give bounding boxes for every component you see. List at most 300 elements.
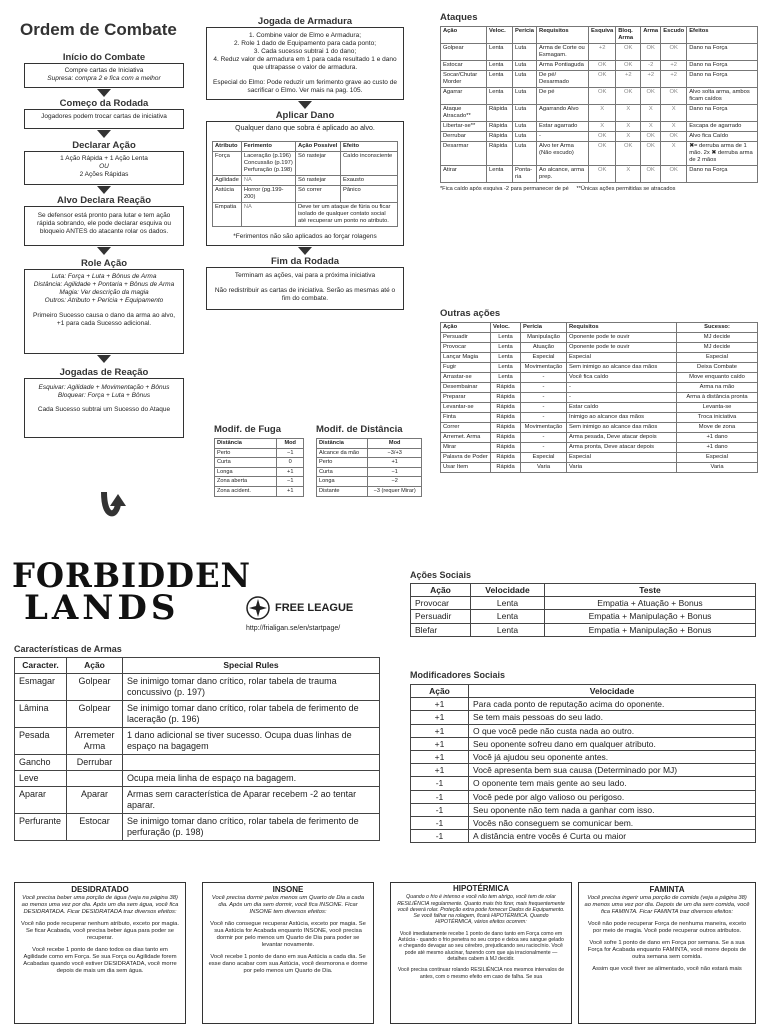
table-cell: Derrubar [67,755,123,771]
table-row [441,166,758,183]
table-header: Esquiva [589,27,616,44]
table-header: Teste [545,584,756,597]
round-end-title: Fim da Rodada [270,256,340,267]
social-modifiers-table [410,684,756,843]
table-cell: -2 [641,61,661,71]
other-actions-table [440,322,758,473]
table-header: Atributo [213,142,242,152]
table-header: Caracter. [15,658,67,674]
table-cell: Aparar [15,787,67,814]
table-cell: OK [661,44,687,61]
table-cell: Derrubar [441,132,487,142]
table-header: Ação Possível [296,142,341,152]
table-cell: Perfurante [15,814,67,841]
table-row [317,467,422,477]
table-cell: Desembainar [441,383,491,393]
other-actions-title: Outras ações [440,308,501,319]
table-cell: Ao alcance, arma prep. [537,166,589,183]
table-row [213,176,398,186]
table-cell: Lenta [487,44,513,61]
table-cell: OK [616,88,641,105]
table-cell: Golpear [67,701,123,728]
round-end-box [206,267,404,310]
table-header: Arma [641,27,661,44]
table-row [317,477,422,487]
table-cell: Pânico [340,186,397,203]
logo-line: FORBIDDEN [12,556,252,596]
table-cell: Lenta [487,88,513,105]
table-cell: Rápida [487,142,513,166]
table-cell: Armas sem característica de Aparar recebem -2 ao tentar aparar. [123,787,380,814]
step-line: 1 Ação Rápida + 1 Ação Lenta [60,155,148,162]
table-cell: Lenta [487,166,513,183]
table-cell: Especial [567,353,677,363]
table-header: Veloc. [491,323,521,333]
table-row [15,814,380,841]
table-cell: X [641,105,661,122]
arrow-down-icon [298,247,312,255]
table-cell: Mirar [441,443,491,453]
table-cell: Especial [567,453,677,463]
social-actions-table [410,583,756,637]
table-cell: Estar caído [567,403,677,413]
condition-text: Quando o frio é intenso e você não tem abrigo, você tem de rolar RESILIÊNCIA regularmente. Quanto mais frio fizer, mais frequentemente você deverá rolar. Proteção extra pode fornecer Dados de Equipamento. Se você falhar na rolagem, ficará HIPOTÉRMICA. Quando HIPOTÉRMICA, vários efeitos ocorrem: [397,894,565,926]
table-cell: Levanta-se [677,403,758,413]
condition-title: DESIDRATADO [71,885,129,894]
condition-card-hypothermic [390,882,572,1024]
armor-line: Especial do Elmo: Pode reduzir um ferimento grave ao custo de sacrificar o Elmo. Ver mais na pag. 105. [213,79,397,94]
table-cell: Ataque Atracado** [441,105,487,122]
flee-section [214,424,304,497]
table-row [15,701,380,728]
table-cell: Desarmar [441,142,487,166]
table-cell: OK [641,166,661,183]
table-cell: Rápida [491,443,521,453]
damage-intro: Qualquer dano que sobra é aplicado ao alvo. [235,125,375,132]
table-cell: Vocês não conseguem se comunicar bem. [469,817,756,830]
step-line: Magia: Ver descrição da magia [59,289,149,296]
table-cell: OK [661,166,687,183]
table-cell: Gancho [15,755,67,771]
table-cell: Luta [513,88,537,105]
combat-title: Ordem de Combate [20,20,177,39]
table-row [213,203,398,227]
table-header: Special Rules [123,658,380,674]
table-cell: Levantar-se [441,403,491,413]
table-cell: Alvo fica Caído [687,132,758,142]
table-cell: Longa [317,477,368,487]
damage-table [212,141,398,227]
arrow-down-icon [298,101,312,109]
table-cell: X [589,122,616,132]
table-cell: OK [589,142,616,166]
table-row [15,787,380,814]
range-table [316,438,422,497]
table-cell: MJ decide [677,343,758,353]
table-header: Bloq. Arma [616,27,641,44]
table-header: Ação [411,685,469,698]
table-cell: Especial [677,453,758,463]
table-cell: Longa [215,467,277,477]
table-cell: Rápida [491,423,521,433]
table-cell: Sem inimigo ao alcance das mãos [567,363,677,373]
table-cell: Horror (pg.199-200) [241,186,295,203]
table-row [411,751,756,764]
condition-text: Você imediatamente recebe 1 ponto de dano tanto em Força como em Astúcia - quando o frio penetra no seu corpo e deixa seu sangue gelado e chegando devagar ao seu cérebro, prejudicando seu raciocínio. Você pode até mesmo alucinar, fazendo com que aja irracionalmente — detalhes cabem à MJ decidir. [398,930,564,962]
table-cell: O oponente tem mais gente ao seu lado. [469,777,756,790]
table-cell: Lenta [491,343,521,353]
attacks-section [440,12,758,192]
table-header: Perícia [521,323,567,333]
table-cell: Especial [677,353,758,363]
table-cell: OK [641,132,661,142]
table-cell: OK [589,166,616,183]
table-cell: 1 dano adicional se tiver sucesso. Ocupa duas linhas de espaço na bagagem [123,728,380,755]
table-cell: Rápida [491,403,521,413]
step-title: Jogadas de Reação [59,367,149,378]
table-row [411,817,756,830]
table-cell: Rápida [487,122,513,132]
table-cell: -1 [411,817,469,830]
table-cell: - [567,383,677,393]
table-row [213,186,398,203]
armor-title: Jogada de Armadura [257,16,353,27]
arrow-down-icon [97,355,111,363]
table-cell: Provocar [441,343,491,353]
table-cell: Seu oponente sofreu dano em qualquer atributo. [469,737,756,750]
table-row [441,343,758,353]
table-header: Mod [368,439,422,449]
table-cell: X [661,122,687,132]
step-box [24,206,184,246]
table-cell: Dano na Força [687,105,758,122]
step-line: Distância: Agilidade + Pontaria + Bônus de Arma [33,281,175,288]
attacks-note: *Fica caído após esquiva -2 para permanecer de pé [440,186,569,192]
armor-line: 4. Reduz valor de armadura em 1 para cada resultado 1 e dano que ultrapasse o valor de armadura. [213,56,397,71]
table-cell: Blefar [411,623,471,636]
table-header: Perícia [513,27,537,44]
table-cell: Você já ajudou seu oponente antes. [469,751,756,764]
social-modifiers-section [410,670,756,843]
table-cell: Luta [513,122,537,132]
step-line: Cada Sucesso subtrai um Sucesso do Ataque [37,406,171,413]
step-box [24,63,184,88]
table-cell: Estar agarrado [537,122,589,132]
table-cell: Zona acident. [215,486,277,496]
table-row [441,463,758,473]
table-row [215,448,304,458]
table-cell: OK [641,88,661,105]
table-cell: Preparar [441,393,491,403]
combat-flow [24,52,184,438]
table-row [411,610,756,623]
table-cell: Golpear [441,44,487,61]
table-cell: Esmagar [15,674,67,701]
free-league-logo-icon [246,596,270,620]
table-cell: −2 [368,477,422,487]
table-cell: +1 [411,724,469,737]
table-row [411,737,756,750]
table-cell: - [521,443,567,453]
table-cell: Atirar [441,166,487,183]
table-cell: Lâmina [15,701,67,728]
table-row [441,88,758,105]
table-cell: Movimentação [521,423,567,433]
table-cell: Arremet. Arma [441,433,491,443]
table-cell: Fugir [441,363,491,373]
table-cell: Alcance da mão [317,448,368,458]
table-cell: −1 [277,448,304,458]
table-cell: Dano na Força [687,44,758,61]
table-cell: +2 [641,71,661,88]
table-cell: Caído inconsciente [340,152,397,176]
table-cell: Lenta [471,610,545,623]
table-cell: Curta [317,467,368,477]
step-line: Primeiro Sucesso causa o dano da arma ao alvo, +1 para cada Sucesso adicional. [33,312,175,327]
table-cell: Só rastejar [296,152,341,176]
table-cell: -1 [411,830,469,843]
damage-box [206,121,404,246]
weapon-traits-table [14,657,380,841]
table-cell: Rápida [487,132,513,142]
table-row [441,423,758,433]
table-cell: Luta [513,132,537,142]
table-row [15,674,380,701]
table-row [411,623,756,636]
table-cell: Correr [441,423,491,433]
table-cell: - [521,393,567,403]
table-cell: Lançar Magia [441,353,491,363]
table-cell: Astúcia [213,186,242,203]
table-header: Ação [411,584,471,597]
table-cell: Agarrar [441,88,487,105]
table-cell: +1 [277,486,304,496]
table-header: Requisitos [537,27,589,44]
table-row [411,803,756,816]
condition-card-dehydrated [14,882,186,1024]
table-cell: −1 [368,467,422,477]
table-row [441,132,758,142]
table-cell: Estocar [67,814,123,841]
publisher-url[interactable]: http://frialigan.se/en/startpage/ [246,625,341,632]
table-cell: Seu oponente não tem nada a ganhar com isso. [469,803,756,816]
social-modifiers-title: Modificadores Sociais [410,670,506,680]
arrow-down-icon [97,247,111,255]
table-cell: X [616,166,641,183]
table-cell: +1 dano [677,443,758,453]
table-cell: Empatia [213,203,242,227]
table-cell: Alvo solta arma, ambos ficam caídos [687,88,758,105]
table-row [441,61,758,71]
table-cell: Empatia + Manipulação + Bonus [545,623,756,636]
table-cell: +2 [589,44,616,61]
loop-back-arrow-icon [92,490,130,526]
table-cell: Finta [441,413,491,423]
table-cell: Inimigo ao alcance das mãos [567,413,677,423]
table-cell: Se tem mais pessoas do seu lado. [469,711,756,724]
table-cell: +2 [661,71,687,88]
table-cell: +1 [411,698,469,711]
table-cell: Varia [521,463,567,473]
table-header: Escudo [661,27,687,44]
attacks-title: Ataques [440,12,478,23]
table-cell: Ponta-ria [513,166,537,183]
step-line: Se defensor está pronto para lutar e tem ação rápida sobrando, ele pode declarar esquiva ou bloqueio ANTES do atacante rolar os dados. [36,212,172,235]
table-cell: OK [616,61,641,71]
table-row [441,403,758,413]
table-header: Mod [277,439,304,449]
condition-text: Você precisa dormir pelos menos um Quarto de Dia a cada dia. Após um dia sem dormir, você fica INSONE. Ficar INSONE tem diversos efeitos: [211,895,365,915]
publisher [246,596,396,620]
table-cell: Especial [521,353,567,363]
attacks-note: **Únicas ações permitidas se atracados [576,186,676,192]
table-cell: Distante [317,486,368,496]
condition-text: Você não consegue recuperar Astúcia, exceto por magia. Se sua Astúcia for Acabada enquanto INSONE, você precisa dormir por pelo menos um Quarto de Dia para poder se levantar novamente. [210,921,366,948]
table-cell: OK [661,132,687,142]
table-cell: NA [241,203,295,227]
table-header: Efeitos [687,27,758,44]
table-cell: Luta [513,61,537,71]
table-cell: - [567,393,677,403]
damage-note: *Ferimentos não são aplicados ao forçar rolagens [233,233,377,240]
table-cell: Perto [317,458,368,468]
table-cell: OK [616,142,641,166]
table-cell: Manipulação [521,333,567,343]
table-cell: Rápida [491,413,521,423]
table-cell: Arma na mão [677,383,758,393]
table-cell: Troca iniciativa [677,413,758,423]
table-row [441,413,758,423]
table-cell: +1 [277,467,304,477]
table-header: Ação [67,658,123,674]
table-cell: Agilidade [213,176,242,186]
table-cell: −3/+3 [368,448,422,458]
step-line: OU [99,163,109,170]
table-cell: Escapa de agarrado [687,122,758,132]
table-cell: Movimentação [521,363,567,373]
table-row [441,443,758,453]
table-cell: - [521,383,567,393]
table-row [215,477,304,487]
table-cell: Aparar [67,787,123,814]
table-row [411,777,756,790]
table-row [441,453,758,463]
table-cell: Oponente pode te ouvir [567,333,677,343]
table-row [15,755,380,771]
table-cell: Ocupa meia linha de espaço na bagagem. [123,771,380,787]
table-cell: Zona aberta [215,477,277,487]
table-cell: Rápida [491,393,521,403]
condition-text: Você precisa continuar rolando RESILIÊNCIA nos mesmos intervalos de antes, com o mesmo efeito em caso de falha. Se sua [397,967,565,980]
table-cell: NA [241,176,295,186]
condition-text: Você não pode recuperar Força de nenhuma maneira, exceto por meio de magia. Você pode recuperar outros atributos. [587,921,747,934]
table-cell: Atuação [521,343,567,353]
table-cell: Lenta [487,71,513,88]
arrow-down-icon [97,186,111,194]
table-cell: Você fica caído [567,373,677,383]
table-cell: 0 [277,458,304,468]
table-row [441,363,758,373]
table-cell: Usar Item [441,463,491,473]
step-box [24,269,184,354]
table-cell: Pesada [15,728,67,755]
table-cell: X [589,105,616,122]
table-cell: +1 [411,711,469,724]
condition-text: Assim que você tiver se alimentado, você não estará mais [592,966,742,972]
table-cell: -1 [411,803,469,816]
step-box [24,151,184,185]
table-row [215,467,304,477]
armor-box [206,27,404,100]
table-row [441,44,758,61]
table-cell: Você pede por algo valioso ou perigoso. [469,790,756,803]
table-header: Distância [215,439,277,449]
table-cell: Se inimigo tomar dano crítico, rolar tabela de ferimento de perfuração (p. 198) [123,814,380,841]
table-row [441,353,758,363]
armor-section [206,16,404,310]
step-line: Outros: Atributo + Perícia + Equipamento [44,297,164,304]
table-row [441,122,758,132]
table-cell: Exausto [340,176,397,186]
table-cell: +1 [368,458,422,468]
table-cell: Varia [567,463,677,473]
step-title: Role Ação [80,258,128,269]
table-row [411,597,756,610]
table-row [317,448,422,458]
table-row [215,486,304,496]
table-cell: De pé [537,88,589,105]
table-cell: Move enquanto caído [677,373,758,383]
table-cell: Lenta [491,333,521,343]
table-row [411,711,756,724]
table-cell: Dano na Força [687,166,758,183]
round-end-line: Não redistribuir as cartas de iniciativa. Serão as mesmas até o fim do combate. [214,287,396,302]
table-row [411,724,756,737]
table-row [411,764,756,777]
step-line: Supresa: compra 2 e fica com a melhor [47,75,161,82]
flee-table [214,438,304,497]
table-cell: Luta [513,44,537,61]
step-title: Início do Combate [62,52,146,63]
range-section [316,424,422,497]
social-actions-section [410,570,756,637]
other-actions-section [440,308,758,473]
table-row [15,728,380,755]
condition-title: HIPOTÉRMICA [453,884,509,893]
table-row [15,771,380,787]
table-cell: Luta [513,105,537,122]
publisher-name: FREE LEAGUE [275,602,354,614]
table-cell: Você apresenta bem sua causa (Determinado por MJ) [469,764,756,777]
table-cell: OK [616,44,641,61]
table-row [441,373,758,383]
table-row [441,71,758,88]
condition-text: Você não pode recuperar nenhum atributo, exceto por magia. Se ficar Acabada, você precisa beber água para poder se recuperar. [21,921,179,941]
table-row [411,790,756,803]
table-cell: Rápida [491,453,521,463]
table-cell: Arremeter Arma [67,728,123,755]
condition-text: Você precisa ingerir uma porção de comida (veja a página 38) ao menos uma vez por dia. Depois de um dia sem comida, você fica FAMINTA. Ficar FAMINTA traz diversos efeitos: [584,895,750,915]
table-cell: Rápida [491,433,521,443]
table-row [317,486,422,496]
table-row [441,142,758,166]
attacks-notes [440,186,758,192]
table-cell: OK [589,71,616,88]
table-cell: A distância entre vocês é Curta ou maior [469,830,756,843]
forbidden-lands-logo [12,556,252,628]
table-cell: Só correr [296,186,341,203]
table-cell: Move de zona [677,423,758,433]
